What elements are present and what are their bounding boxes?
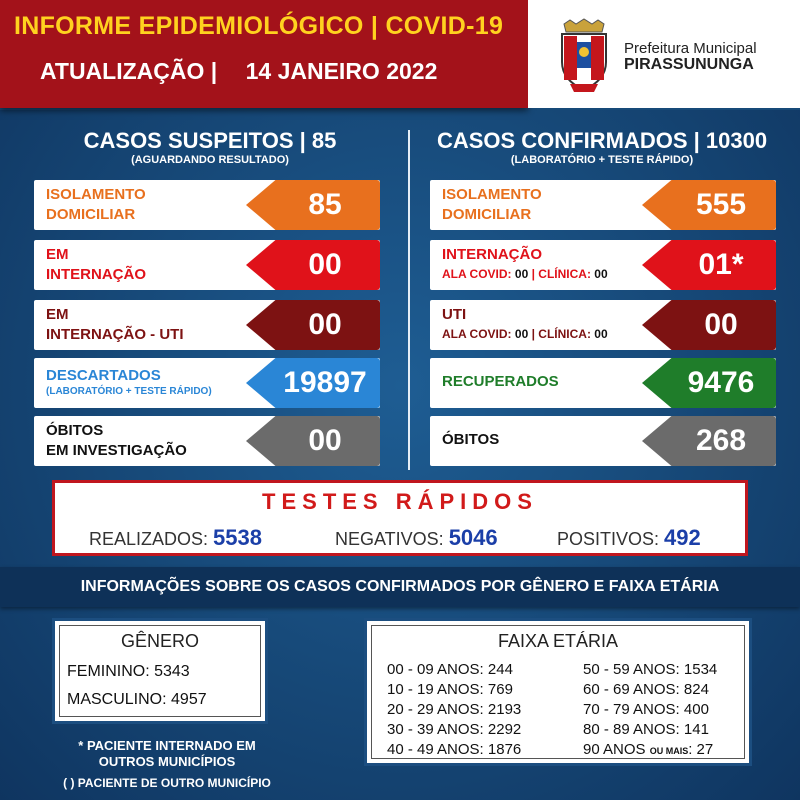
- card-confirmados-obitos: [430, 416, 776, 466]
- note-line3: ( ) PACIENTE DE OUTRO MUNICÍPIO: [63, 776, 271, 790]
- card-value: 268: [695, 424, 747, 457]
- faixa-etaria-box: [364, 618, 752, 766]
- info-bar-text: INFORMAÇÕES SOBRE OS CASOS CONFIRMADOS POR GÊNERO E FAIXA ETÁRIA: [80, 578, 720, 595]
- faixa-item: 20 - 29 ANOS: 2193: [387, 701, 522, 718]
- card-label: ÓBITOS EM INVESTIGAÇÃO: [46, 422, 187, 459]
- faixa-item: 00 - 09 ANOS: 244: [387, 661, 513, 678]
- faixa-item: 30 - 39 ANOS: 2292: [387, 721, 522, 738]
- card-suspeitos-descartados: [34, 358, 380, 408]
- card-label: INTERNAÇÃO: [442, 246, 542, 263]
- suspeitos-subtitle: (AGUARDANDO RESULTADO): [131, 154, 289, 166]
- confirmados-subtitle: (LABORATÓRIO + TESTE RÁPIDO): [510, 154, 694, 166]
- faixa-item: 60 - 69 ANOS: 824: [583, 681, 709, 698]
- testes-title: TESTES RÁPIDOS: [262, 489, 538, 514]
- genero-title: GÊNERO: [120, 631, 199, 651]
- card-suspeitos-uti: [34, 300, 380, 350]
- confirmados-title: CASOS CONFIRMADOS | 10300: [436, 128, 768, 153]
- note-line1: * PACIENTE INTERNADO EM: [78, 738, 256, 753]
- card-confirmados-isolamento: [430, 180, 776, 230]
- card-suspeitos-internacao: [34, 240, 380, 290]
- header-banner: [0, 0, 528, 108]
- faixa-item: 40 - 49 ANOS: 1876: [387, 741, 522, 758]
- faixa-item: 70 - 79 ANOS: 400: [583, 701, 709, 718]
- card-value: 85: [308, 188, 342, 221]
- update-label: ATUALIZAÇÃO |: [40, 58, 218, 84]
- card-sub-label: (LABORATÓRIO + TESTE RÁPIDO): [46, 386, 212, 397]
- card-value: 555: [695, 188, 747, 221]
- city-crest-icon: [556, 18, 612, 94]
- card-label: RECUPERADOS: [442, 373, 559, 390]
- card-label: EM INTERNAÇÃO - UTI: [46, 306, 184, 343]
- header-update: [40, 58, 510, 85]
- card-confirmados-uti: [430, 300, 776, 350]
- genero-box: [52, 618, 268, 724]
- card-suspeitos-isolamento: [34, 180, 380, 230]
- card-label: EM INTERNAÇÃO: [46, 246, 146, 283]
- card-suspeitos-obitos: [34, 416, 380, 466]
- card-label: ISOLAMENTO DOMICILIAR: [442, 186, 542, 223]
- card-value: 9476: [687, 366, 755, 399]
- card-label: ÓBITOS: [442, 431, 500, 448]
- card-confirmados-recuperados: [430, 358, 776, 408]
- genero-masculino: MASCULINO: 4957: [67, 691, 207, 708]
- card-label: ISOLAMENTO DOMICILIAR: [46, 186, 146, 223]
- card-value: 00: [308, 308, 342, 341]
- testes-rapidos-box: [52, 480, 748, 556]
- update-date: 14 JANEIRO 2022: [245, 58, 438, 84]
- testes-negativos: NEGATIVOS: 5046: [335, 525, 498, 550]
- faixa-item: 80 - 89 ANOS: 141: [583, 721, 709, 738]
- header-title: INFORME EPIDEMIOLÓGICO | COVID-19: [14, 12, 504, 40]
- faixa-item: 10 - 19 ANOS: 769: [387, 681, 513, 698]
- note-line2: OUTROS MUNICÍPIOS: [98, 754, 236, 769]
- card-value: 19897: [283, 366, 367, 399]
- testes-realizados: REALIZADOS: 5538: [89, 525, 262, 550]
- card-value: 00: [704, 308, 738, 341]
- testes-positivos: POSITIVOS: 492: [557, 525, 701, 550]
- card-value: 00: [308, 248, 342, 281]
- card-label: UTI: [442, 306, 467, 323]
- info-bar: [0, 567, 800, 607]
- prefeitura-label: Prefeitura Municipal: [624, 40, 757, 57]
- faixa-item-last: 90 ANOS OU MAIS: 27: [583, 741, 714, 758]
- city-name: PIRASSUNUNGA: [624, 56, 754, 73]
- faixa-title: FAIXA ETÁRIA: [497, 631, 619, 651]
- card-sub-label: ALA COVID: 00 | CLÍNICA: 00: [442, 327, 608, 341]
- column-divider: [408, 130, 410, 470]
- genero-feminino: FEMININO: 5343: [67, 663, 190, 680]
- card-confirmados-internacao: [430, 240, 776, 290]
- card-sub-label: ALA COVID: 00 | CLÍNICA: 00: [442, 267, 608, 281]
- card-value: 00: [308, 424, 342, 457]
- card-label: DESCARTADOS: [46, 367, 161, 384]
- faixa-item: 50 - 59 ANOS: 1534: [583, 661, 718, 678]
- suspeitos-title: CASOS SUSPEITOS | 85: [83, 128, 337, 153]
- card-value: 01*: [698, 248, 744, 281]
